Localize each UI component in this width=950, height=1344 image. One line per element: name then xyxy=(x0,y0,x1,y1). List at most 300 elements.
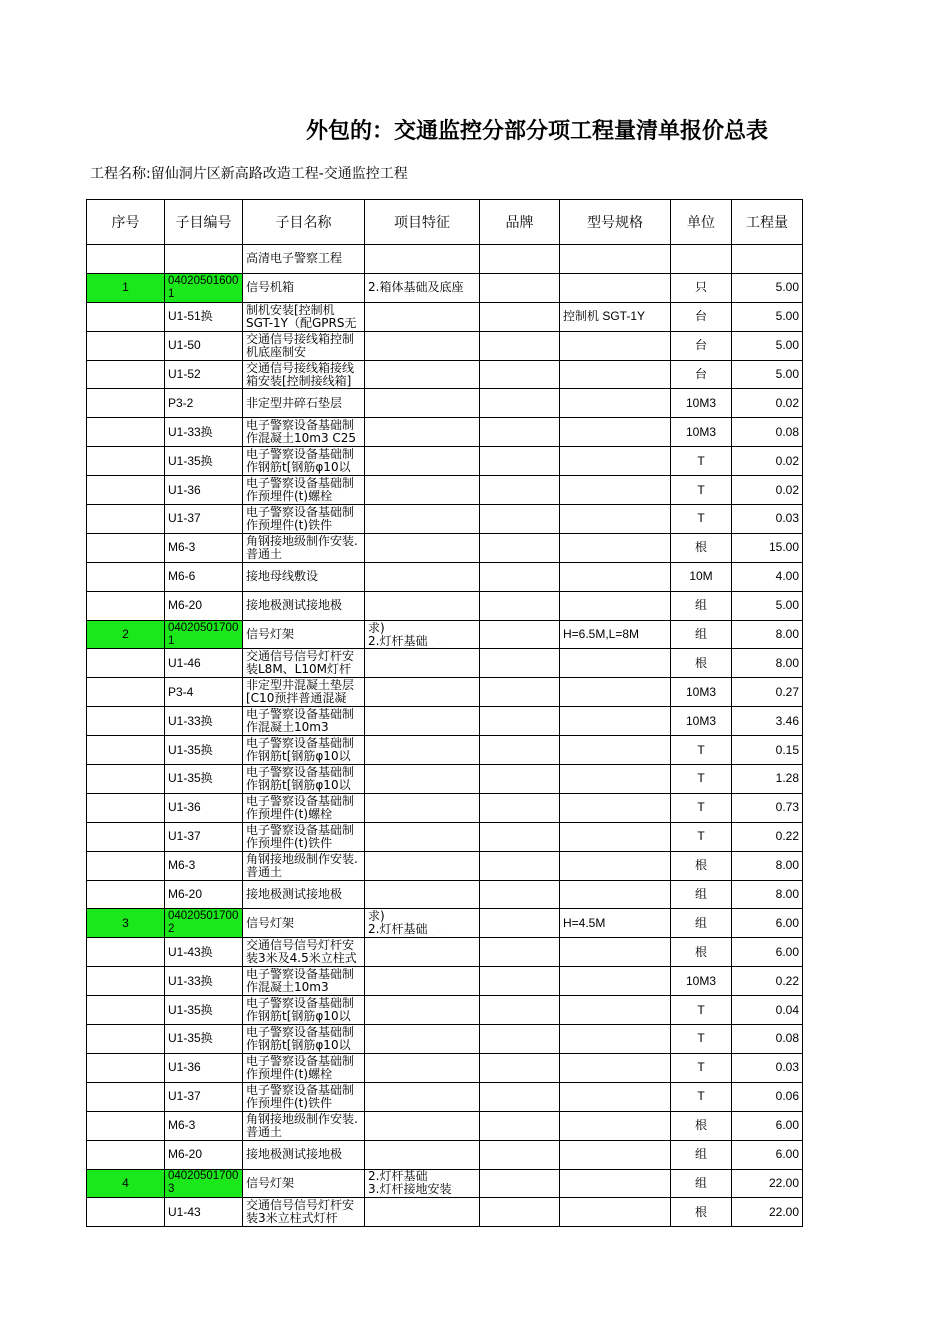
cell-seq xyxy=(87,1169,165,1198)
cell-qty-text: 22.00 xyxy=(768,1205,799,1219)
table-row xyxy=(87,562,803,591)
table-row xyxy=(87,360,803,389)
cell-qty xyxy=(732,562,803,591)
cell-seq xyxy=(87,851,165,880)
cell-unit-text: 台 xyxy=(694,310,707,324)
page-title: 外包的：交通监控分部分项工程量清单报价总表 xyxy=(306,119,769,144)
cell-name xyxy=(243,649,365,678)
cell-name-text: 电子警察设备基础制作预埋件(t)螺栓 xyxy=(246,794,355,821)
cell-unit xyxy=(671,1053,732,1082)
table-row xyxy=(87,649,803,678)
cell-name xyxy=(243,793,365,822)
cell-name xyxy=(243,1111,365,1140)
cell-code xyxy=(165,533,243,562)
cell-name xyxy=(243,302,365,331)
cell-qty xyxy=(732,591,803,620)
cell-qty-text: 22.00 xyxy=(768,1176,799,1190)
cell-name xyxy=(243,707,365,736)
cell-name xyxy=(243,967,365,996)
header-name: 子目名称 xyxy=(243,200,365,245)
cell-feature xyxy=(365,707,480,736)
cell-code xyxy=(165,793,243,822)
cell-seq xyxy=(87,273,165,302)
cell-name xyxy=(243,1082,365,1111)
cell-unit-text: 根 xyxy=(694,1205,707,1219)
cell-qty xyxy=(732,273,803,302)
cell-name-text: 信号灯架 xyxy=(246,1176,295,1190)
cell-name-text: 角钢接地级制作安装.普通土 xyxy=(246,534,358,561)
cell-brand xyxy=(480,245,560,274)
cell-name xyxy=(243,591,365,620)
cell-code-text: 040205017002 xyxy=(168,910,239,936)
cell-qty xyxy=(732,938,803,967)
cell-name-text: 制机安装[控制机SGT-1Y（配GPRS无 xyxy=(246,303,357,330)
cell-feature xyxy=(365,1169,480,1198)
cell-code-text: U1-33换 xyxy=(168,714,213,728)
cell-qty-text: 6.00 xyxy=(775,945,799,959)
cell-seq xyxy=(87,389,165,418)
cell-feature xyxy=(365,389,480,418)
cell-name xyxy=(243,736,365,765)
cell-qty-text: 8.00 xyxy=(775,859,799,873)
cell-feature xyxy=(365,736,480,765)
cell-qty-text: 5.00 xyxy=(775,310,799,324)
cell-seq xyxy=(87,1111,165,1140)
cell-qty xyxy=(732,620,803,649)
cell-unit xyxy=(671,447,732,476)
cell-feature xyxy=(365,1053,480,1082)
cell-name-text: 电子警察设备基础制作钢筋t[钢筋φ10以 xyxy=(246,997,355,1024)
table-row xyxy=(87,851,803,880)
cell-qty-text: 6.00 xyxy=(775,1119,799,1133)
cell-name-text: 电子警察设备基础制作预埋件(t)螺栓 xyxy=(246,477,355,504)
cell-name xyxy=(243,620,365,649)
cell-name xyxy=(243,822,365,851)
cell-code xyxy=(165,1169,243,1198)
cell-seq xyxy=(87,967,165,996)
cell-qty xyxy=(732,793,803,822)
cell-qty-text: 6.00 xyxy=(775,1148,799,1162)
cell-code xyxy=(165,245,243,274)
cell-seq-text: 3 xyxy=(122,916,129,930)
cell-qty xyxy=(732,996,803,1025)
cell-model xyxy=(560,1053,671,1082)
cell-model xyxy=(560,649,671,678)
cell-name-text: 高清电子警察工程 xyxy=(246,252,343,266)
cell-model xyxy=(560,533,671,562)
cell-code-text: 040205016001 xyxy=(168,274,239,300)
cell-seq xyxy=(87,938,165,967)
cell-unit-text: 根 xyxy=(694,656,707,670)
cell-feature xyxy=(365,1140,480,1169)
cell-name xyxy=(243,360,365,389)
cell-qty-text: 0.02 xyxy=(775,396,799,410)
cell-unit xyxy=(671,302,732,331)
cell-unit xyxy=(671,1082,732,1111)
cell-feature xyxy=(365,418,480,447)
cell-name xyxy=(243,1053,365,1082)
cell-seq xyxy=(87,793,165,822)
cell-code xyxy=(165,736,243,765)
cell-brand xyxy=(480,707,560,736)
cell-unit-text: 根 xyxy=(694,541,707,555)
cell-seq xyxy=(87,1082,165,1111)
cell-qty-text: 3.46 xyxy=(775,714,799,728)
cell-unit-text: 组 xyxy=(694,628,707,642)
cell-code-text: U1-43换 xyxy=(168,945,213,959)
cell-code xyxy=(165,938,243,967)
cell-brand xyxy=(480,418,560,447)
cell-model xyxy=(560,765,671,794)
cell-brand xyxy=(480,389,560,418)
cell-code-text: U1-36 xyxy=(168,801,201,815)
table-row xyxy=(87,967,803,996)
cell-unit xyxy=(671,273,732,302)
cell-code xyxy=(165,360,243,389)
cell-model xyxy=(560,476,671,505)
cell-brand xyxy=(480,649,560,678)
cell-feature xyxy=(365,591,480,620)
cell-brand xyxy=(480,591,560,620)
header-feature: 项目特征 xyxy=(365,200,480,245)
table-row xyxy=(87,1025,803,1054)
cell-code-text: P3-4 xyxy=(168,685,194,699)
boq-table xyxy=(86,199,803,1227)
cell-feature xyxy=(365,967,480,996)
cell-seq xyxy=(87,736,165,765)
cell-unit xyxy=(671,591,732,620)
cell-code xyxy=(165,273,243,302)
cell-code-text: U1-50 xyxy=(168,339,201,353)
cell-unit-text: T xyxy=(697,830,705,844)
table-row xyxy=(87,302,803,331)
table-row xyxy=(87,591,803,620)
table-row xyxy=(87,533,803,562)
cell-code-text: U1-51换 xyxy=(168,310,213,324)
cell-model xyxy=(560,620,671,649)
cell-feature-text: 2.灯杆基础 3.灯杆接地安装 xyxy=(368,1170,452,1197)
table-row xyxy=(87,996,803,1025)
cell-brand xyxy=(480,360,560,389)
cell-qty-text: 8.00 xyxy=(775,628,799,642)
cell-feature xyxy=(365,996,480,1025)
cell-model xyxy=(560,1082,671,1111)
cell-name-text: 非定型井碎石垫层 xyxy=(246,396,343,410)
cell-feature xyxy=(365,562,480,591)
cell-model xyxy=(560,736,671,765)
cell-brand xyxy=(480,1053,560,1082)
table-row xyxy=(87,447,803,476)
cell-unit-text: 根 xyxy=(694,945,707,959)
cell-seq xyxy=(87,562,165,591)
cell-seq-text: 1 xyxy=(122,281,129,295)
cell-unit xyxy=(671,476,732,505)
project-name: 工程名称:留仙洞片区新高路改造工程-交通监控工程 xyxy=(90,166,408,182)
cell-qty-text: 0.08 xyxy=(775,425,799,439)
cell-code-text: U1-33换 xyxy=(168,974,213,988)
cell-name xyxy=(243,245,365,274)
cell-unit xyxy=(671,765,732,794)
cell-code xyxy=(165,562,243,591)
cell-unit xyxy=(671,793,732,822)
cell-unit-text: 只 xyxy=(694,281,707,295)
cell-name xyxy=(243,331,365,360)
cell-model-text: H=6.5M,L=8M xyxy=(563,628,640,642)
cell-name xyxy=(243,880,365,909)
cell-feature xyxy=(365,1111,480,1140)
cell-name-text: 非定型井混凝土垫层[C10预拌普通混凝 xyxy=(246,679,355,706)
cell-qty xyxy=(732,1198,803,1227)
cell-seq xyxy=(87,1025,165,1054)
cell-unit-text: T xyxy=(697,772,705,786)
cell-unit xyxy=(671,1198,732,1227)
cell-code xyxy=(165,302,243,331)
cell-name xyxy=(243,418,365,447)
cell-unit-text: 根 xyxy=(694,859,707,873)
cell-seq xyxy=(87,1053,165,1082)
cell-unit xyxy=(671,331,732,360)
cell-name xyxy=(243,909,365,938)
cell-qty xyxy=(732,476,803,505)
cell-qty-text: 6.00 xyxy=(775,916,799,930)
cell-qty-text: 0.03 xyxy=(775,1061,799,1075)
cell-unit xyxy=(671,736,732,765)
table-row xyxy=(87,1198,803,1227)
cell-unit xyxy=(671,678,732,707)
cell-name-text: 交通信号信号灯杆安装3米立柱式灯杆 xyxy=(246,1199,355,1226)
table-row xyxy=(87,1169,803,1198)
cell-qty-text: 0.03 xyxy=(775,512,799,526)
cell-feature xyxy=(365,909,480,938)
table-row xyxy=(87,1140,803,1169)
cell-brand xyxy=(480,880,560,909)
cell-brand xyxy=(480,967,560,996)
cell-name xyxy=(243,678,365,707)
header-qty: 工程量 xyxy=(732,200,803,245)
cell-brand xyxy=(480,562,560,591)
cell-name-text: 交通信号信号灯杆安装L8M、L10M灯杆 xyxy=(246,650,355,677)
cell-code-text: M6-20 xyxy=(168,888,203,902)
cell-model xyxy=(560,880,671,909)
cell-qty xyxy=(732,389,803,418)
cell-qty xyxy=(732,909,803,938)
header-unit: 单位 xyxy=(671,200,732,245)
cell-code xyxy=(165,1140,243,1169)
cell-unit xyxy=(671,996,732,1025)
cell-qty xyxy=(732,360,803,389)
cell-qty xyxy=(732,851,803,880)
cell-name-text: 电子警察设备基础制作预埋件(t)铁件 xyxy=(246,505,355,532)
cell-unit xyxy=(671,562,732,591)
cell-feature xyxy=(365,360,480,389)
cell-code xyxy=(165,996,243,1025)
cell-qty-text: 0.02 xyxy=(775,483,799,497)
cell-code xyxy=(165,389,243,418)
cell-unit-text: T xyxy=(697,1090,705,1104)
cell-model xyxy=(560,505,671,534)
table-row xyxy=(87,822,803,851)
cell-model xyxy=(560,996,671,1025)
cell-name xyxy=(243,389,365,418)
cell-name xyxy=(243,533,365,562)
cell-code xyxy=(165,505,243,534)
cell-feature xyxy=(365,1025,480,1054)
cell-qty xyxy=(732,533,803,562)
cell-unit xyxy=(671,389,732,418)
cell-qty xyxy=(732,1025,803,1054)
cell-model xyxy=(560,678,671,707)
cell-unit-text: 组 xyxy=(694,916,707,930)
cell-feature xyxy=(365,273,480,302)
cell-unit xyxy=(671,620,732,649)
cell-unit-text: 台 xyxy=(694,339,707,353)
cell-brand xyxy=(480,505,560,534)
cell-code xyxy=(165,476,243,505)
cell-brand xyxy=(480,1082,560,1111)
cell-feature xyxy=(365,1082,480,1111)
cell-model xyxy=(560,967,671,996)
cell-qty xyxy=(732,1082,803,1111)
cell-code-text: 040205017003 xyxy=(168,1170,239,1196)
cell-name xyxy=(243,505,365,534)
cell-qty xyxy=(732,1140,803,1169)
cell-unit xyxy=(671,1025,732,1054)
cell-feature xyxy=(365,476,480,505)
cell-code-text: U1-37 xyxy=(168,512,201,526)
cell-feature-text: 2.箱体基础及底座 xyxy=(368,281,464,295)
cell-unit xyxy=(671,880,732,909)
cell-unit xyxy=(671,1169,732,1198)
cell-unit xyxy=(671,967,732,996)
cell-brand xyxy=(480,765,560,794)
cell-feature-text: 求) 2.灯杆基础 xyxy=(368,910,428,937)
cell-model xyxy=(560,447,671,476)
cell-qty-text: 0.06 xyxy=(775,1090,799,1104)
cell-unit-text: 10M3 xyxy=(685,425,717,439)
cell-model xyxy=(560,1140,671,1169)
cell-seq xyxy=(87,533,165,562)
cell-name xyxy=(243,1025,365,1054)
cell-feature xyxy=(365,331,480,360)
cell-name-text: 电子警察设备基础制作钢筋t[钢筋φ10以 xyxy=(246,1025,355,1052)
cell-model xyxy=(560,1025,671,1054)
cell-unit-text: 10M3 xyxy=(685,974,717,988)
cell-feature xyxy=(365,938,480,967)
cell-unit-text: 10M3 xyxy=(685,714,717,728)
cell-qty xyxy=(732,447,803,476)
cell-brand xyxy=(480,851,560,880)
cell-feature xyxy=(365,851,480,880)
cell-code-text: U1-37 xyxy=(168,1090,201,1104)
cell-code xyxy=(165,1053,243,1082)
cell-unit-text: 10M3 xyxy=(685,396,717,410)
cell-brand xyxy=(480,302,560,331)
table-row xyxy=(87,1111,803,1140)
cell-code xyxy=(165,331,243,360)
cell-feature xyxy=(365,245,480,274)
cell-qty xyxy=(732,736,803,765)
cell-unit xyxy=(671,245,732,274)
cell-name xyxy=(243,1140,365,1169)
cell-unit-text: T xyxy=(697,1032,705,1046)
cell-seq xyxy=(87,447,165,476)
cell-name xyxy=(243,938,365,967)
cell-name xyxy=(243,851,365,880)
cell-code xyxy=(165,1198,243,1227)
cell-qty xyxy=(732,707,803,736)
cell-qty-text: 0.73 xyxy=(775,801,799,815)
cell-qty xyxy=(732,765,803,794)
cell-qty xyxy=(732,245,803,274)
cell-name-text: 信号机箱 xyxy=(246,281,295,295)
cell-qty xyxy=(732,1111,803,1140)
cell-name-text: 交通信号接线箱控制机底座制安 xyxy=(246,332,355,359)
cell-name-text: 角钢接地级制作安装.普通土 xyxy=(246,852,358,879)
cell-unit-text: 组 xyxy=(694,888,707,902)
cell-unit-text: T xyxy=(697,1003,705,1017)
cell-qty xyxy=(732,418,803,447)
cell-model xyxy=(560,245,671,274)
cell-feature xyxy=(365,765,480,794)
cell-qty xyxy=(732,967,803,996)
cell-model-text: 控制机 SGT-1Y xyxy=(563,310,646,324)
cell-feature xyxy=(365,533,480,562)
cell-feature xyxy=(365,880,480,909)
cell-qty-text: 5.00 xyxy=(775,339,799,353)
cell-unit xyxy=(671,505,732,534)
cell-code-text: 040205017001 xyxy=(168,621,239,647)
cell-name xyxy=(243,476,365,505)
table-row xyxy=(87,476,803,505)
cell-brand xyxy=(480,476,560,505)
cell-brand xyxy=(480,1198,560,1227)
cell-code xyxy=(165,765,243,794)
table-row xyxy=(87,418,803,447)
cell-code xyxy=(165,447,243,476)
header-row xyxy=(87,200,803,245)
cell-unit xyxy=(671,822,732,851)
cell-name-text: 电子警察设备基础制作钢筋t[钢筋φ10以 xyxy=(246,765,355,792)
cell-name xyxy=(243,447,365,476)
table-row xyxy=(87,909,803,938)
cell-name-text: 电子警察设备基础制作混凝土10m3 xyxy=(246,968,355,995)
cell-qty-text: 15.00 xyxy=(768,541,799,555)
cell-unit xyxy=(671,1111,732,1140)
cell-model xyxy=(560,389,671,418)
cell-code xyxy=(165,909,243,938)
cell-brand xyxy=(480,447,560,476)
cell-seq-text: 2 xyxy=(122,628,129,642)
cell-feature xyxy=(365,1198,480,1227)
cell-qty xyxy=(732,678,803,707)
table-row xyxy=(87,505,803,534)
table-row xyxy=(87,938,803,967)
cell-code-text: U1-37 xyxy=(168,830,201,844)
cell-name-text: 电子警察设备基础制作预埋件(t)铁件 xyxy=(246,1083,355,1110)
cell-code-text: U1-43 xyxy=(168,1205,201,1219)
table-row xyxy=(87,880,803,909)
cell-name-text: 电子警察设备基础制作预埋件(t)螺栓 xyxy=(246,1054,355,1081)
cell-seq xyxy=(87,765,165,794)
cell-name-text: 电子警察设备基础制作钢筋t[钢筋φ10以 xyxy=(246,737,355,764)
cell-qty xyxy=(732,822,803,851)
cell-unit-text: T xyxy=(697,743,705,757)
cell-brand xyxy=(480,1169,560,1198)
cell-model xyxy=(560,822,671,851)
cell-name-text: 电子警察设备基础制作预埋件(t)铁件 xyxy=(246,823,355,850)
table-row xyxy=(87,765,803,794)
cell-unit xyxy=(671,909,732,938)
